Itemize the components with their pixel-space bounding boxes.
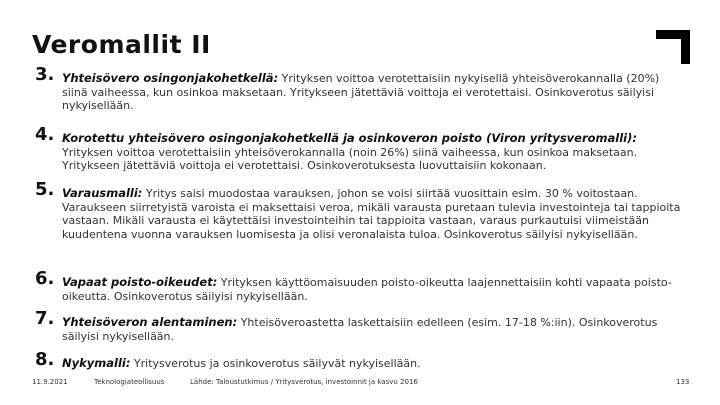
page-title: Veromallit II (32, 30, 211, 59)
list-item (35, 179, 685, 241)
item-text: Yritys saisi muodostaa varauksen, johon se voisi siirtää vuosittain esim. 30 % voitostaan. (142, 187, 638, 200)
item-label: Vapaat poisto-oikeudet: (62, 275, 218, 289)
item-number: 4. (35, 124, 55, 145)
item-text: Yhteisöveroastetta laskettaisiin edelleen (esim. 17-18 %:iin). Osinkoverotus (237, 316, 658, 329)
item-number: 5. (35, 179, 55, 200)
item-label: Nykymalli: (62, 356, 131, 370)
footer-date: 11.9.2021 (32, 378, 68, 386)
list-item (35, 64, 685, 113)
item-continuation: säilyisi nykyisellään. (62, 329, 175, 343)
item-continuation: Varaukseen siirretyistä varoista ei maksettaisi veroa, mikäli varausta puretaan tulevia investointeja tai tappioita vastaan. Mikäli varausta ei käytettäisi investointeihin tai tappioita vastaan, varaus purkautuisi viimeistään kuudentena vuonna varauksen luomisesta ja olisi veronalaista tuloa. Osinkoverotus säilyisi nykyisellään. (62, 200, 681, 241)
footer-source: Lähde: Taloustutkimus / Yritysverotus, investoinnit ja kasvu 2016 (190, 378, 418, 386)
item-number: 7. (35, 308, 55, 329)
item-label: Varausmalli: (62, 186, 143, 200)
item-label: Yhteisövero osingonjakohetkellä: (62, 71, 279, 85)
list-item (35, 124, 685, 173)
item-number: 8. (35, 349, 55, 370)
item-number: 6. (35, 268, 55, 289)
item-text: Yrityksen käyttöomaisuuden poisto-oikeutta laajennettaisiin kohti vapaata poisto- (217, 276, 672, 289)
item-number: 3. (35, 64, 55, 85)
list-item (35, 349, 685, 371)
page-number: 133 (676, 378, 690, 386)
corner-bracket-logo-icon (656, 30, 690, 64)
item-continuation: siinä vaiheessa, kun osinkoa maksetaan. Yritykseen jätettäviä voittoja ei verotettaisi. Osinkoverotus säilyisi nykyisellään. (62, 85, 655, 112)
footer-organization: Teknologiateollisuus (94, 378, 165, 386)
item-label: Yhteisöveron alentaminen: (62, 315, 238, 329)
item-continuation: Yrityksen voittoa verotettaisiin yhteisöverokannalla (noin 26%) siinä vaiheessa, kun osinkoa maksetaan. Yritykseen jätettäviä voittoja ei verotettaisi. Osinkoverotuksesta luovuttaisiin kokonaan. (62, 145, 638, 172)
list-item (35, 268, 685, 303)
item-text: Yrityksen voittoa verotettaisiin nykyisellä yhteisöverokannalla (20%) (278, 72, 660, 85)
item-continuation: oikeutta. Osinkoverotus säilyisi nykyisellään. (62, 289, 308, 303)
list-item (35, 308, 685, 343)
item-label: Korotettu yhteisövero osingonjakohetkellä ja osinkoveron poisto (Viron yritysveromalli): (62, 131, 637, 145)
item-text: Yritysverotus ja osinkoverotus säilyvät nykyisellään. (130, 357, 421, 370)
